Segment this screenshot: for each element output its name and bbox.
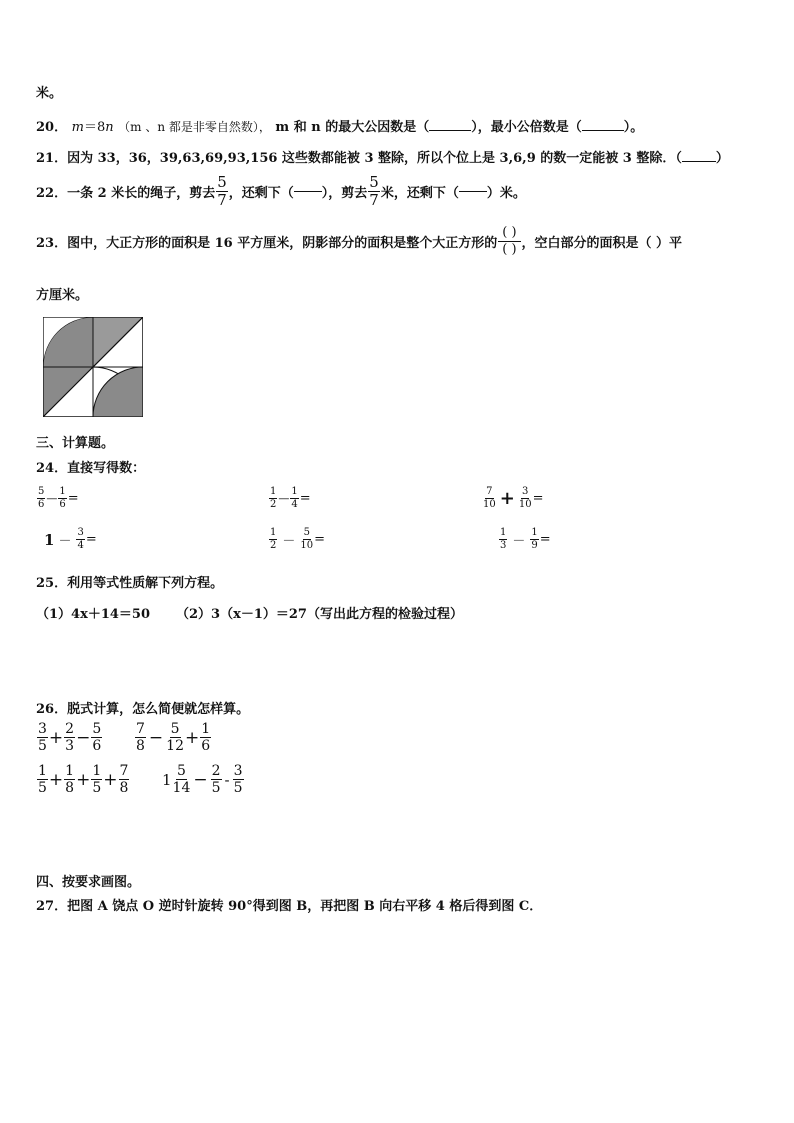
q20-eq: ＝8 — [83, 120, 106, 135]
denominator: 10 — [518, 499, 532, 510]
q24-1-frac-a — [37, 487, 45, 510]
fraction — [64, 764, 75, 795]
q20-blank-lcm[interactable] — [582, 130, 624, 131]
question-22 — [36, 172, 526, 210]
q20-var-m: m — [71, 120, 84, 135]
denominator: 6 — [201, 738, 211, 754]
fraction — [200, 722, 211, 753]
q20-end: ）。 — [623, 120, 644, 135]
numerator: 5 — [177, 763, 186, 779]
numerator: 1 — [92, 763, 102, 779]
denominator: 5 — [38, 738, 47, 754]
q24-5-frac-b — [300, 528, 313, 551]
denominator: 5 — [233, 780, 243, 796]
q24-2-frac-a — [269, 487, 277, 510]
operator: − — [193, 769, 208, 790]
q22-text-2: ，还剩下（ — [228, 185, 294, 201]
fraction — [37, 722, 48, 753]
denominator: 6 — [59, 499, 66, 510]
denominator: 12 — [166, 738, 184, 754]
numerator: 1 — [531, 527, 538, 538]
q20-number: 20． — [36, 120, 68, 135]
operator: + — [185, 727, 200, 748]
q26-expr-1 — [36, 722, 103, 753]
question-26-heading — [36, 698, 249, 717]
q22-fraction-2 — [368, 172, 380, 209]
q20-var-n: n — [105, 120, 114, 135]
denominator: 5 — [92, 780, 102, 796]
denominator: 8 — [65, 780, 75, 796]
q21-text: 因为 33，36，39,63,69,93,156 这些数都能被 3 整除，所以个位上是 3,6,9 的数一定能被 3 整除．（ — [67, 151, 682, 166]
numerator: 1 — [201, 721, 211, 737]
equals: = — [67, 491, 79, 506]
q26-expr-4 — [162, 764, 245, 795]
q25-part-2: （2）3（x－1）＝27（写出此方程的检验过程） — [176, 607, 463, 622]
denominator: 6 — [92, 738, 102, 754]
denominator: 3 — [500, 540, 507, 551]
operator: − — [148, 727, 164, 748]
denominator: 10 — [300, 540, 314, 551]
q22-text-5: ）米。 — [486, 185, 526, 201]
q23-fraction-blank[interactable] — [498, 226, 520, 256]
section-3-heading: 三、计算题。 — [36, 436, 115, 451]
section-4-heading: 四、按要求画图。 — [36, 875, 141, 890]
q24-number: 24． — [36, 461, 68, 476]
operator: — — [278, 492, 290, 505]
q22-fraction-1 — [216, 172, 228, 209]
denominator: 8 — [136, 738, 145, 754]
q22-text-4: 米，还剩下（ — [380, 185, 459, 201]
operator: + — [48, 727, 64, 748]
operator: － — [512, 534, 526, 549]
fraction — [211, 764, 222, 795]
q26-expr-3 — [36, 764, 130, 795]
q24-3-frac-a — [483, 487, 496, 510]
q22-number: 22． — [36, 185, 68, 201]
q26-expr-2 — [134, 722, 212, 753]
q27-number: 27． — [36, 899, 68, 914]
q26-number: 26． — [36, 702, 68, 717]
q24-6-frac-a — [499, 528, 507, 551]
q24-3-frac-b — [519, 487, 532, 510]
whole-number: 1 — [162, 770, 172, 789]
q22-f1-denominator: 7 — [217, 190, 227, 209]
q23-numerator-blank[interactable]: ( ) — [498, 226, 520, 242]
q24-item-6 — [498, 528, 551, 551]
fraction — [173, 764, 191, 795]
fraction — [91, 722, 102, 753]
numerator: 1 — [500, 527, 507, 538]
equals: = — [85, 532, 97, 547]
numerator: 3 — [233, 763, 243, 779]
numerator: 3 — [522, 486, 529, 497]
equals: = — [532, 491, 544, 506]
q24-5-frac-a — [269, 528, 277, 551]
numerator: 7 — [486, 486, 493, 497]
q23-number: 23． — [36, 235, 68, 251]
denominator: 5 — [38, 780, 47, 796]
denominator: 2 — [270, 540, 277, 551]
q24-item-5 — [268, 528, 325, 551]
fraction — [64, 722, 75, 753]
denominator: 8 — [119, 780, 129, 796]
question-20 — [36, 116, 643, 135]
operator: — — [46, 492, 58, 505]
numerator: 1 — [270, 527, 277, 538]
numerator: 1 — [59, 486, 66, 497]
operator: + — [499, 488, 515, 509]
q22-text-1: 一条 2 米长的绳子，剪去 — [67, 185, 216, 201]
q25-part-1: （1）4x＋14＝50 — [36, 607, 151, 622]
q20-condition: （m 、n 都是非零自然数）， — [118, 120, 271, 134]
numerator: 1 — [270, 486, 277, 497]
denominator: 6 — [38, 499, 45, 510]
q22-f2-numerator: 5 — [369, 172, 379, 191]
numerator: 1 — [38, 763, 47, 779]
denominator: 10 — [483, 499, 496, 510]
numerator: 1 — [291, 486, 298, 497]
q23-text-3: 方厘米。 — [36, 288, 89, 303]
question-24-heading — [36, 457, 145, 476]
q25-number: 25． — [36, 576, 68, 591]
denominator: 3 — [65, 738, 75, 754]
question-25-heading — [36, 572, 223, 591]
q24-1-frac-b — [58, 487, 66, 510]
q24-item-2 — [268, 487, 311, 510]
fraction — [37, 764, 48, 795]
numerator: 1 — [65, 763, 75, 779]
question-27 — [36, 895, 542, 914]
q23-square-figure — [43, 317, 143, 417]
fraction — [91, 764, 102, 795]
q23-denominator-blank[interactable]: ( ) — [502, 242, 517, 257]
equals: = — [314, 532, 326, 547]
operator: + — [103, 769, 118, 790]
fraction — [233, 764, 244, 795]
q26-title: 脱式计算，怎么简便就怎样算。 — [67, 702, 250, 717]
denominator: 9 — [531, 540, 538, 551]
numerator: 3 — [38, 721, 47, 737]
numerator: 5 — [170, 721, 180, 737]
numerator: 7 — [136, 721, 145, 737]
numerator: 5 — [38, 486, 45, 497]
numerator: 5 — [92, 721, 102, 737]
fraction — [119, 764, 130, 795]
numerator: 2 — [211, 763, 221, 779]
operator: − — [76, 727, 91, 748]
numerator: 5 — [303, 527, 310, 538]
q27-text: 把图 A 饶点 O 逆时针旋转 90°得到图 B，再把图 B 向右平移 4 格后得到图 C． — [67, 899, 543, 914]
q22-blank-1[interactable] — [294, 191, 322, 192]
q20-blank-gcd[interactable] — [429, 130, 471, 131]
q22-f2-denominator: 7 — [369, 190, 379, 209]
denominator: 14 — [172, 780, 191, 796]
q24-item-4 — [44, 528, 97, 551]
operator: － — [282, 534, 296, 549]
equals: = — [539, 532, 551, 547]
equals: = — [299, 491, 311, 506]
q22-text-3: ），剪去 — [321, 185, 368, 201]
q23-text-1: 图中，大正方形的面积是 16 平方厘米，阴影部分的面积是整个大正方形的 — [67, 235, 498, 251]
q24-item-1 — [36, 487, 79, 510]
operator: + — [76, 769, 91, 790]
continued-text: 米。 — [36, 86, 63, 101]
q21-blank[interactable] — [682, 161, 716, 162]
q20-text: m 和 n 的最大公因数是（ — [275, 120, 430, 135]
fraction — [166, 722, 184, 753]
operator: - — [224, 770, 230, 789]
denominator: 5 — [211, 780, 221, 796]
question-23 — [36, 220, 682, 262]
numerator: 2 — [65, 721, 75, 737]
denominator: 4 — [77, 540, 84, 551]
q20-close: ），最小公倍数是（ — [471, 120, 582, 135]
q21-end: ） — [715, 151, 729, 166]
fraction — [135, 722, 146, 753]
q21-number: 21． — [36, 151, 68, 166]
q25-title: 利用等式性质解下列方程。 — [67, 576, 224, 591]
q22-blank-2[interactable] — [459, 191, 487, 192]
q24-title: 直接写得数： — [67, 461, 146, 476]
q24-2-frac-b — [290, 487, 298, 510]
q22-f1-numerator: 5 — [217, 172, 227, 191]
numerator: 7 — [119, 763, 129, 779]
operator: + — [48, 769, 64, 790]
whole-number: 1 — [44, 530, 55, 549]
q24-6-frac-b — [530, 528, 538, 551]
denominator: 2 — [270, 499, 277, 510]
q23-text-2: ，空白部分的面积是（ ）平 — [521, 235, 683, 251]
question-21 — [36, 147, 729, 166]
numerator: 3 — [77, 527, 84, 538]
operator: － — [58, 534, 72, 549]
q24-4-frac-b — [76, 528, 84, 551]
denominator: 4 — [291, 499, 298, 510]
q24-item-3 — [482, 487, 543, 510]
